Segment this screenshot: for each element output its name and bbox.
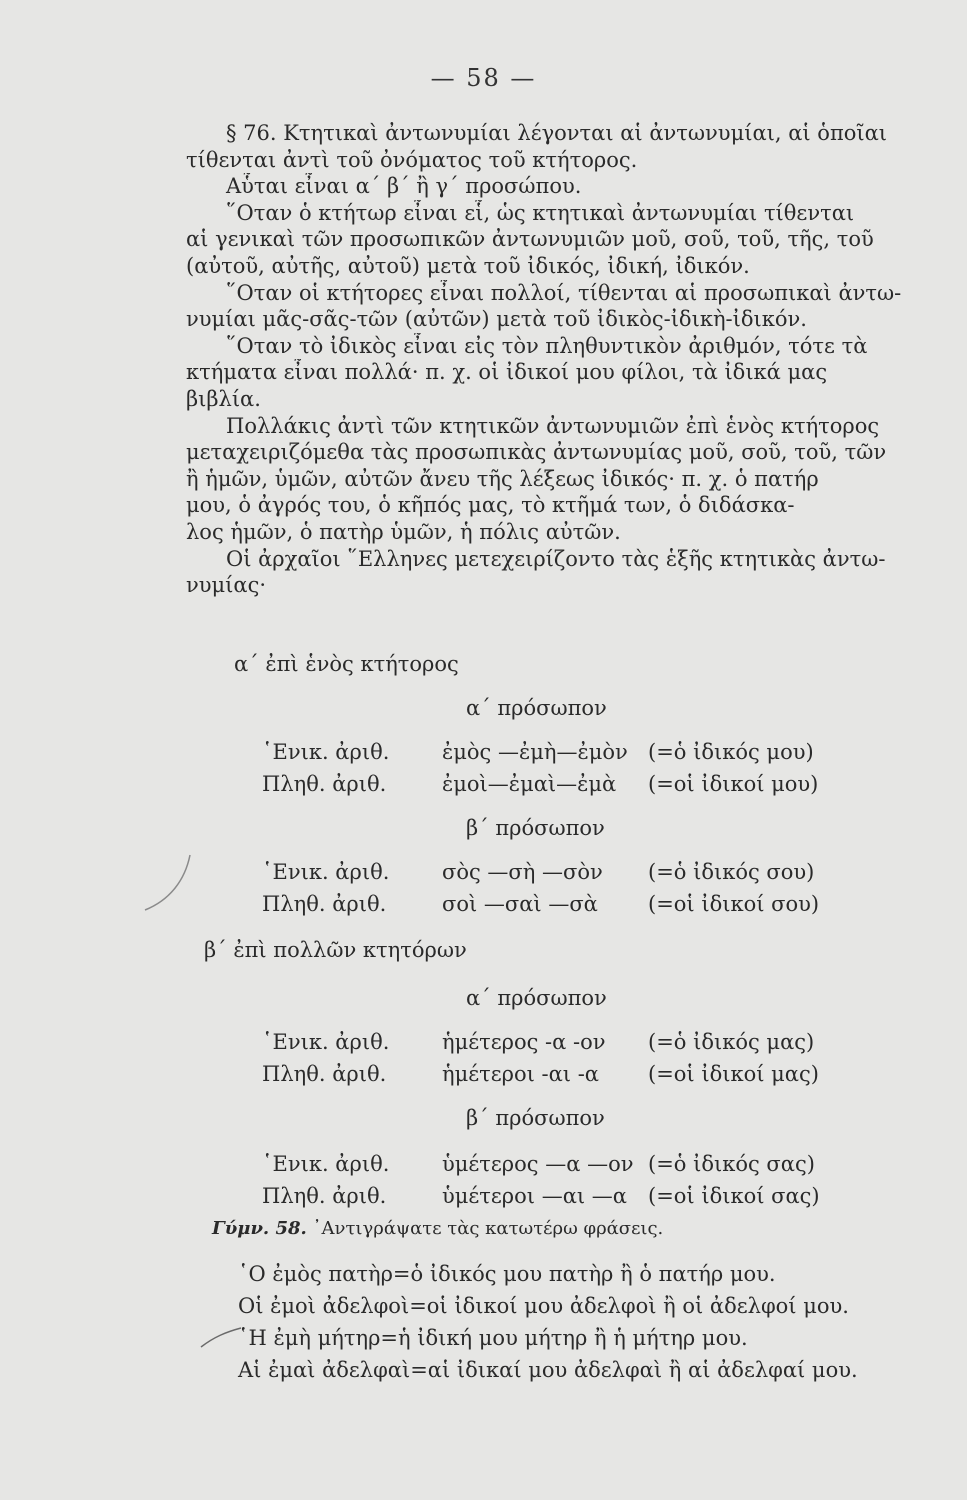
number-label: Πληθ. ἀριθ.	[262, 1062, 387, 1086]
number-label: ῾Ενικ. ἀριθ.	[262, 740, 390, 764]
person-heading-second: β΄ πρόσωπον	[466, 1106, 605, 1130]
number-label: ῾Ενικ. ἀριθ.	[262, 1030, 390, 1054]
exercise-sentence: Αἱ ἐμαὶ ἀδελφαὶ=αἱ ἰδικαί μου ἀδελφαὶ ἢ αἱ ἀδελφαί μου.	[238, 1358, 858, 1382]
pronoun-meaning: (=οἱ ἰδικοί σου)	[648, 892, 820, 916]
text-line: Οἱ ἀρχαῖοι ῞Ελληνες μετεχειρίζοντο τὰς ἑξῆς κτητικὰς ἀντω-	[226, 546, 886, 571]
number-label: Πληθ. ἀριθ.	[262, 772, 387, 796]
text-line: μεταχειριζόμεθα τὰς προσωπικὰς ἀντωνυμίας μοῦ, σοῦ, τοῦ, τῶν	[186, 440, 887, 465]
pronoun-forms: σοὶ —σαὶ —σὰ	[442, 892, 598, 916]
text-line: λος ἡμῶν, ὁ πατὴρ ὑμῶν, ἡ πόλις αὐτῶν.	[186, 519, 621, 544]
pronoun-forms: σὸς —σὴ —σὸν	[442, 860, 603, 884]
pronoun-meaning: (=ὁ ἰδικός σου)	[648, 860, 815, 884]
text-line: βιβλία.	[186, 386, 261, 411]
paragraph-alternative	[186, 413, 926, 546]
text-line: (αὐτοῦ, αὐτῆς, αὐτοῦ) μετὰ τοῦ ἰδικός, ἰδική, ἰδικόν.	[186, 253, 750, 278]
pronoun-meaning: (=ὁ ἰδικός μας)	[648, 1030, 815, 1054]
text-line: § 76. Κτητικαὶ ἀντωνυμίαι λέγονται αἱ ἀντωνυμίαι, αἱ ὁποῖαι	[226, 121, 888, 145]
paragraph-persons	[186, 173, 926, 200]
exercise-label: Γύμν. 58.	[212, 1218, 307, 1239]
number-label: Πληθ. ἀριθ.	[262, 1184, 387, 1208]
pronoun-forms: ἡμέτεροι -αι -α	[442, 1062, 599, 1086]
text-line: ῞Οταν τὸ ἰδικὸς εἶναι εἰς τὸν πληθυντικὸν ἀριθμόν, τότε τὰ	[226, 333, 868, 358]
number-label: ῾Ενικ. ἀριθ.	[262, 860, 390, 884]
pronoun-meaning: (=ὁ ἰδικός σας)	[648, 1152, 815, 1176]
text-line: Αὗται εἶναι α΄ β΄ ἢ γ΄ προσώπου.	[226, 174, 582, 199]
pencil-mark-icon	[196, 1322, 246, 1352]
text-line: κτήματα εἶναι πολλά· π. χ. οἱ ἰδικοί μου φίλοι, τὰ ἰδικά μας	[186, 360, 828, 385]
exercise-sentence: ῾Ο ἐμὸς πατὴρ=ὁ ἰδικός μου πατὴρ ἢ ὁ πατήρ μου.	[238, 1262, 776, 1286]
pronoun-forms: ὑμέτεροι —αι —α	[442, 1184, 627, 1208]
pronoun-meaning: (=οἱ ἰδικοί μου)	[648, 772, 819, 796]
paragraph-definition	[186, 120, 926, 173]
text-line: νυμίας·	[186, 573, 267, 598]
pronoun-forms: ἐμὸς —ἐμὴ—ἐμὸν	[442, 740, 628, 764]
text-line: μου, ὁ ἀγρός του, ὁ κῆπός μας, τὸ κτῆμά των, ὁ διδάσκα-	[186, 493, 795, 518]
person-heading-second: β΄ πρόσωπον	[466, 816, 605, 840]
paragraph-plural	[186, 333, 926, 413]
page-number: — 58 —	[430, 64, 537, 92]
paragraph-ancient	[186, 546, 926, 599]
pronoun-forms: ὑμέτερος —α —ον	[442, 1152, 634, 1176]
pronoun-meaning: (=οἱ ἰδικοί μας)	[648, 1062, 819, 1086]
text-line: αἱ γενικαὶ τῶν προσωπικῶν ἀντωνυμιῶν μοῦ, σοῦ, τοῦ, τῆς, τοῦ	[186, 227, 874, 252]
main-text	[186, 120, 926, 599]
pencil-mark-icon	[140, 850, 200, 920]
section-heading-many-owners: β΄ ἐπὶ πολλῶν κτητόρων	[204, 938, 467, 962]
text-line: τίθενται ἀντὶ τοῦ ὀνόματος τοῦ κτήτορος.	[186, 147, 638, 172]
section-heading-one-owner: α΄ ἐπὶ ἑνὸς κτήτορος	[234, 652, 459, 676]
text-line: ἢ ἡμῶν, ὑμῶν, αὐτῶν ἄνευ τῆς λέξεως ἰδικός· π. χ. ὁ πατήρ	[186, 466, 819, 491]
text-line: ῞Οταν οἱ κτήτορες εἶναι πολλοί, τίθενται αἱ προσωπικαὶ ἀντω-	[226, 280, 902, 305]
pronoun-forms: ἡμέτερος -α -ον	[442, 1030, 606, 1054]
text-line: ῞Οταν ὁ κτήτωρ εἶναι εἷ, ὡς κτητικαὶ ἀντωνυμίαι τίθενται	[226, 200, 855, 225]
paragraph-many-owners	[186, 280, 926, 333]
paragraph-one-owner	[186, 200, 926, 280]
person-heading-first: α΄ πρόσωπον	[466, 696, 607, 720]
exercise-sentence: ῾Η ἐμὴ μήτηρ=ἡ ἰδική μου μήτηρ ἢ ἡ μήτηρ μου.	[238, 1326, 748, 1350]
exercise-sentence: Οἱ ἐμοὶ ἀδελφοὶ=οἱ ἰδικοί μου ἀδελφοὶ ἢ οἱ ἀδελφοί μου.	[238, 1294, 849, 1318]
person-heading-first: α΄ πρόσωπον	[466, 986, 607, 1010]
exercise-instruction: ᾿Αντιγράψατε τὰς κατωτέρω φράσεις.	[312, 1218, 664, 1239]
exercise-heading	[212, 1218, 663, 1239]
text-line: Πολλάκις ἀντὶ τῶν κτητικῶν ἀντωνυμιῶν ἐπὶ ἑνὸς κτήτορος	[226, 413, 880, 438]
text-line: νυμίαι μᾶς-σᾶς-τῶν (αὐτῶν) μετὰ τοῦ ἰδικὸς-ἰδικὴ-ἰδικόν.	[186, 307, 807, 332]
number-label: Πληθ. ἀριθ.	[262, 892, 387, 916]
pronoun-meaning: (=οἱ ἰδικοί σας)	[648, 1184, 820, 1208]
pronoun-meaning: (=ὁ ἰδικός μου)	[648, 740, 814, 764]
pronoun-forms: ἐμοὶ—ἐμαὶ—ἐμὰ	[442, 772, 617, 796]
number-label: ῾Ενικ. ἀριθ.	[262, 1152, 390, 1176]
